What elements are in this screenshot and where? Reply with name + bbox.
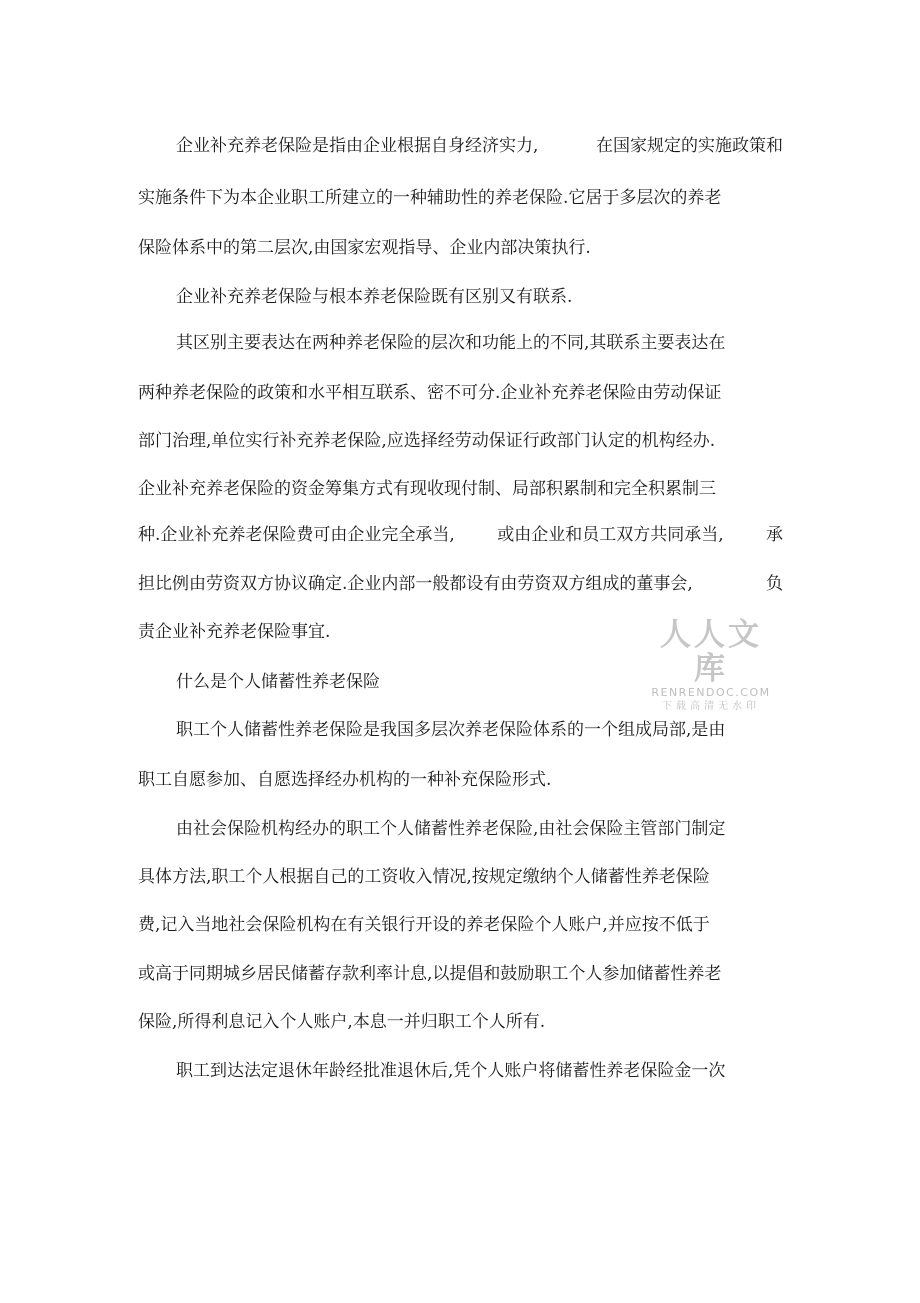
text-segment: 或由企业和员工双方共同承当, bbox=[497, 525, 724, 545]
text-line bbox=[176, 1056, 725, 1086]
text-segment: 责企业补充养老保险事宜. bbox=[138, 622, 331, 642]
text-segment: 企业补充养老保险与根本养老保险既有区别又有联系. bbox=[176, 287, 573, 307]
text-segment: 职工到达法定退休年龄经批准退休后,凭个人账户将储蓄性养老保险金一次 bbox=[176, 1061, 726, 1081]
text-segment: 费,记入当地社会保险机构在有关银行开设的养老保险个人账户,并应按不低于 bbox=[138, 915, 710, 935]
text-segment: 承 bbox=[766, 525, 783, 545]
text-segment: 担比例由劳资双方协议确定.企业内部一般都设有由劳资双方组成的董事会, bbox=[138, 574, 693, 594]
text-line bbox=[138, 520, 783, 550]
text-line bbox=[176, 814, 725, 844]
text-segment: 企业补充养老保险的资金筹集方式有现收现付制、局部积累制和完全积累制三 bbox=[138, 479, 716, 499]
text-segment: 职工自愿参加、自愿选择经办机构的一种补充保险形式. bbox=[138, 770, 552, 790]
watermark-subtitle: 下载高清无水印 bbox=[662, 701, 760, 712]
text-segment: 实施条件下为本企业职工所建立的一种辅助性的养老保险.它居于多层次的养老 bbox=[138, 188, 722, 208]
text-segment: 企业补充养老保险是指由企业根据自身经济实力, bbox=[176, 136, 539, 156]
text-line bbox=[176, 328, 725, 358]
text-segment: 或高于同期城乡居民储蓄存款利率计息,以提倡和鼓励职工个人参加储蓄性养老 bbox=[138, 964, 722, 984]
text-segment: 职工个人储蓄性养老保险是我国多层次养老保险体系的一个组成局部,是由 bbox=[176, 720, 726, 740]
text-line bbox=[138, 910, 710, 940]
text-line bbox=[176, 715, 725, 745]
text-line bbox=[138, 959, 721, 989]
text-line bbox=[176, 282, 572, 312]
text-line bbox=[176, 667, 380, 697]
text-line bbox=[176, 131, 783, 161]
watermark-title: 人人文库 bbox=[660, 617, 762, 687]
text-segment: 保险,所得利息记入个人账户,本息一并归职工个人所有. bbox=[138, 1012, 546, 1032]
text-segment: 保险体系中的第二层次,由国家宏观指导、企业内部决策执行. bbox=[138, 238, 591, 258]
text-segment: 在国家规定的实施政策和 bbox=[596, 136, 783, 156]
text-segment: 由社会保险机构经办的职工个人储蓄性养老保险,由社会保险主管部门制定 bbox=[176, 819, 726, 839]
text-segment: 负 bbox=[766, 574, 783, 594]
text-line bbox=[138, 183, 721, 213]
text-line bbox=[138, 233, 591, 263]
text-line bbox=[138, 426, 715, 456]
watermark-logo bbox=[646, 618, 776, 713]
text-segment: 种.企业补充养老保险费可由企业完全承当, bbox=[138, 525, 455, 545]
text-line bbox=[138, 378, 721, 408]
text-segment: 具体方法,职工个人根据自己的工资收入情况,按规定缴纳个人储蓄性养老保险 bbox=[138, 867, 710, 887]
text-segment: 什么是个人储蓄性养老保险 bbox=[176, 672, 380, 692]
text-line bbox=[138, 862, 710, 892]
text-line bbox=[138, 474, 716, 504]
text-segment: 部门治理,单位实行补充养老保险,应选择经劳动保证行政部门认定的机构经办. bbox=[138, 431, 716, 451]
watermark-url: RENRENDOC.COM bbox=[651, 686, 771, 699]
text-line bbox=[138, 617, 330, 647]
text-line bbox=[138, 765, 551, 795]
text-line bbox=[138, 569, 783, 599]
text-segment: 其区别主要表达在两种养老保险的层次和功能上的不同,其联系主要表达在 bbox=[176, 333, 726, 353]
text-line bbox=[138, 1007, 545, 1037]
text-segment: 两种养老保险的政策和水平相互联系、密不可分.企业补充养老保险由劳动保证 bbox=[138, 383, 722, 403]
